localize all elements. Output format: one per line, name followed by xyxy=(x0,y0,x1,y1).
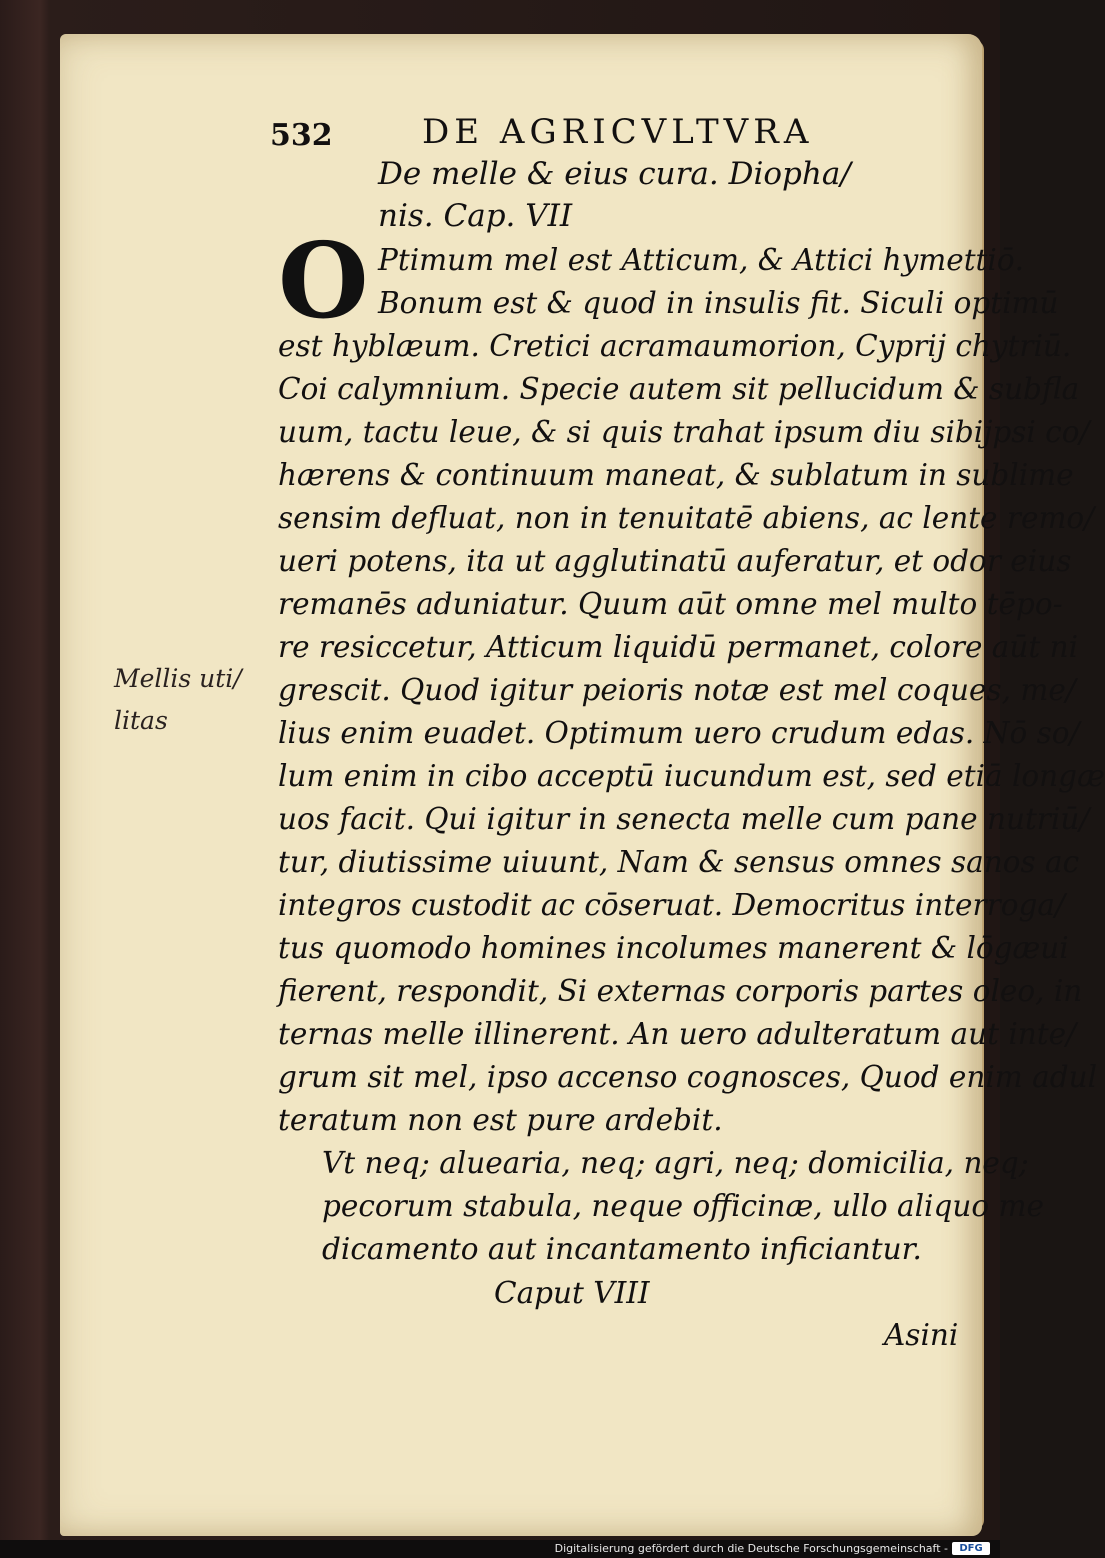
dfg-logo-icon: DFG xyxy=(952,1542,990,1555)
margin-note-line-1: Mellis uti/ xyxy=(114,664,242,693)
body-line: Ptimum mel est Atticum, & Attici hymettiō. xyxy=(378,243,1024,277)
body-line: ternas melle illinerent. An uero adulteratum aut inte/ xyxy=(278,1017,1077,1051)
drop-cap-initial: O xyxy=(278,219,369,342)
body-line: Bonum est & quod in insulis fit. Siculi optimū xyxy=(378,286,1059,320)
body-line: sensim defluat, non in tenuitatē abiens, ac lente remo/ xyxy=(278,501,1095,535)
body-line: ueri potens, ita ut agglutinatū auferatur, et odor eius xyxy=(278,544,1072,578)
chapter-heading-line-1: De melle & eius cura. Diopha/ xyxy=(378,156,851,192)
caput-label: Caput VIII xyxy=(494,1276,650,1310)
body-line: fierent, respondit, Si externas corporis partes oleo, in xyxy=(278,974,1083,1008)
body-line: grescit. Quod igitur peioris notæ est mel coques, me/ xyxy=(278,673,1076,707)
running-header xyxy=(270,112,830,156)
margin-note-line-2: litas xyxy=(114,706,168,735)
next-chapter-heading-line-2: pecorum stabula, neque officinæ, ullo aliquo me xyxy=(322,1189,1044,1223)
next-chapter-heading-line-3: dicamento aut incantamento inficiantur. xyxy=(322,1232,922,1266)
body-line: teratum non est pure ardebit. xyxy=(278,1103,723,1137)
running-title: DE AGRICVLTVRA xyxy=(422,112,814,152)
body-line: remanēs aduniatur. Quum aūt omne mel multo tēpo- xyxy=(278,587,1063,621)
funding-credit: Digitalisierung gefördert durch die Deutsche Forschungsgemeinschaft - xyxy=(554,1542,948,1555)
body-line: grum sit mel, ipso accenso cognosces, Quod enim adul xyxy=(278,1060,1098,1094)
body-line: uum, tactu leue, & si quis trahat ipsum diu sibijpsi co/ xyxy=(278,415,1090,449)
body-line: tur, diutissime uiuunt, Nam & sensus omnes sanos ac xyxy=(278,845,1080,879)
page-number: 532 xyxy=(270,118,333,153)
body-line: re resiccetur, Atticum liquidū permanet, colore aūt ni xyxy=(278,630,1079,664)
body-line: uos facit. Qui igitur in senecta melle cum pane nutriū/ xyxy=(278,802,1090,836)
catchword: Asini xyxy=(884,1318,959,1352)
chapter-heading-line-2: nis. Cap. VII xyxy=(378,198,573,234)
body-line: Coi calymnium. Specie autem sit pellucidum & subfla xyxy=(278,372,1080,406)
body-line: tus quomodo homines incolumes manerent & lōgæui xyxy=(278,931,1069,965)
body-line: lius enim euadet. Optimum uero crudum edas. Nō so/ xyxy=(278,716,1080,750)
next-chapter-heading-line-1: Vt neq; aluearia, neq; agri, neq; domicilia, neq; xyxy=(322,1146,1029,1180)
body-line: integros custodit ac cōseruat. Democritus interroga/ xyxy=(278,888,1065,922)
body-line: lum enim in cibo acceptū iucundum est, sed etiā longæ xyxy=(278,759,1105,793)
body-line: hærens & continuum maneat, & sublatum in sublime xyxy=(278,458,1074,492)
body-line: est hyblæum. Cretici acramaumorion, Cyprij chytriū. xyxy=(278,329,1072,363)
